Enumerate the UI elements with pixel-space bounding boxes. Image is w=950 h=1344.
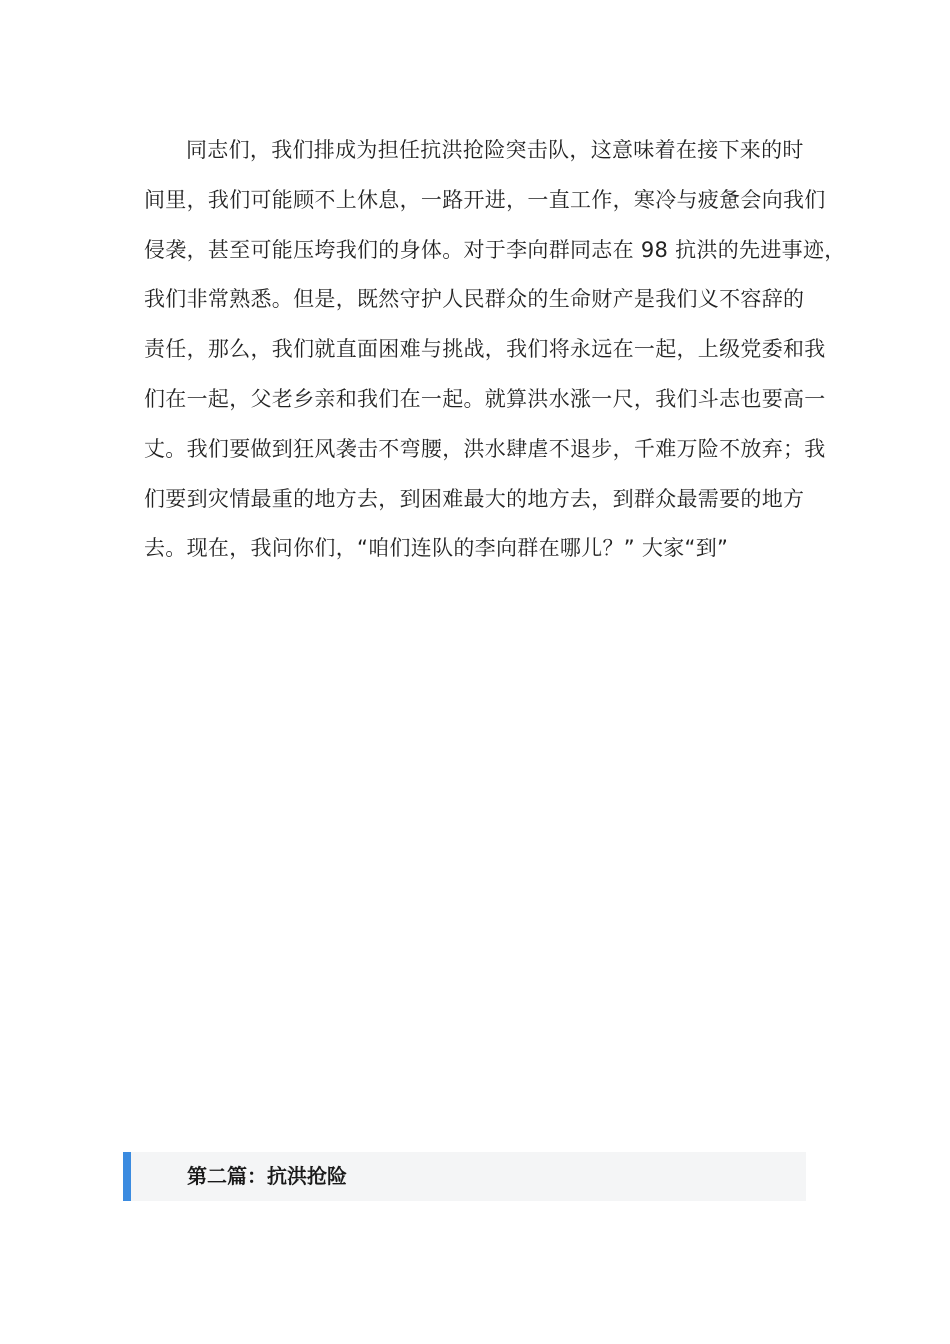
body-paragraph: [144, 126, 846, 574]
paragraph-line: 间里，我们可能顾不上休息，一路开进，一直工作，寒冷与疲惫会向我们: [144, 187, 826, 212]
paragraph-line: 同志们，我们排成为担任抗洪抢险突击队，这意味着在接下来的时: [186, 138, 804, 162]
heading-accent-bar: [123, 1152, 131, 1201]
paragraph-line: 丈。我们要做到狂风袭击不弯腰，洪水肆虐不退步，千难万险不放弃；我: [144, 436, 826, 461]
paragraph-line: 去。现在，我问你们，“咱们连队的李向群在哪儿？” 大家“到”: [144, 536, 729, 561]
section-heading: [123, 1152, 806, 1201]
paragraph-line: 侵袭，甚至可能压垮我们的身体。对于李向群同志在 98 抗洪的先进事迹，: [144, 237, 846, 262]
paragraph-line: 们要到灾情最重的地方去，到困难最大的地方去，到群众最需要的地方: [144, 486, 805, 511]
paragraph-line: 们在一起，父老乡亲和我们在一起。就算洪水涨一尺，我们斗志也要高一: [144, 386, 826, 411]
section-heading-title: 第二篇：抗洪抢险: [187, 1164, 347, 1188]
paragraph-line: 我们非常熟悉。但是，既然守护人民群众的生命财产是我们义不容辞的: [144, 287, 805, 312]
paragraph-line: 责任，那么，我们就直面困难与挑战，我们将永远在一起，上级党委和我: [144, 337, 826, 362]
